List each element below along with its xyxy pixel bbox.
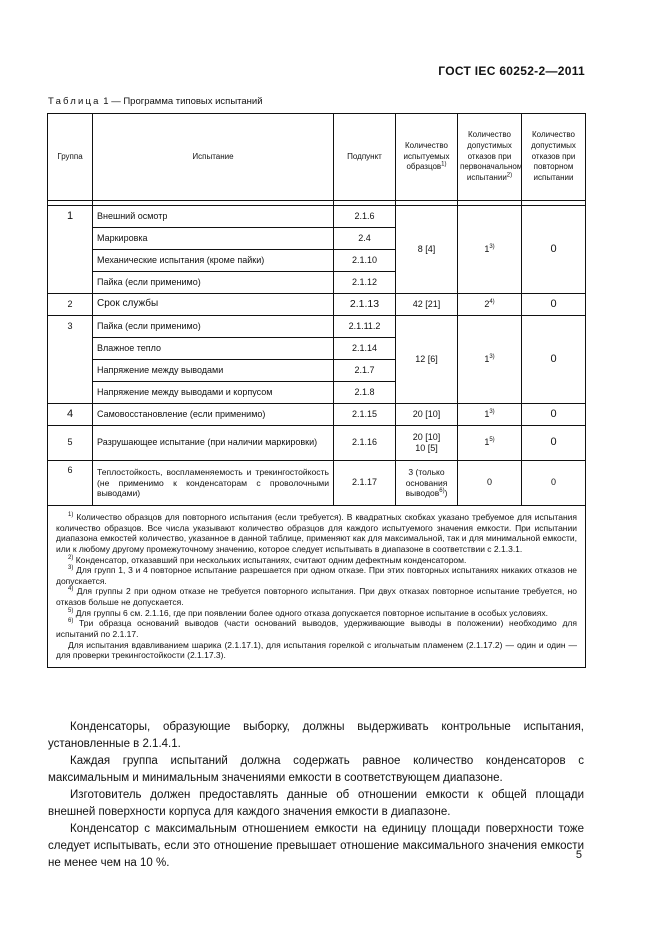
fail-first-value: 1 — [484, 408, 490, 419]
footnote-mark: 5) — [68, 607, 74, 614]
qty-cell — [396, 461, 458, 506]
test-cell: Напряжение между выводами и корпусом — [93, 382, 334, 404]
footnote — [56, 618, 577, 639]
paragraph: Конденсаторы, образующие выборку, должны выдерживать контрольные испытания, установленные в 2.1.4.1. — [48, 721, 584, 750]
table-caption — [48, 96, 263, 107]
fail-repeat-cell: 0 — [522, 461, 586, 506]
qty-cell: 8 [4] — [396, 206, 458, 294]
footnotes-cell — [48, 506, 586, 668]
test-cell: Теплостойкость, воспламеняемость и трекингостойкость (не применимо к конденсаторам с проволочными выводами) — [93, 461, 334, 506]
col-test: Испытание — [93, 114, 334, 201]
test-cell: Напряжение между выводами — [93, 360, 334, 382]
footnote-mark: 1) — [68, 512, 74, 519]
fail-first-sup: 3) — [489, 353, 495, 360]
subclause-cell: 2.1.15 — [334, 404, 396, 426]
col-qty-label: Количество испытуемых образцов — [403, 140, 450, 172]
paragraph: Изготовитель должен предоставлять данные об отношении емкости к общей площади внешней поверхности корпуса для каждого значения емкости в диапазоне. — [48, 789, 584, 818]
footnote-text: Количество образцов для повторного испытания (если требуется). В квадратных скобках указано требуемое для испытания количество образцов. Все числа указывают количество образцов для каждого испытуемого значения емкости. При испытании диапазона емкостей количество, указанное в данной таблице, применяют как для максимальной, так и для минимальной емкости, или к любому другому промежуточному значению, которое следует испытывать в диапазоне в соответствии с 2.1.3.1. — [56, 512, 577, 554]
qty-cell: 20 [10] 10 [5] — [396, 426, 458, 461]
subclause-cell: 2.1.13 — [334, 294, 396, 316]
fail-first-value: 1 — [484, 353, 490, 364]
group-cell: 2 — [48, 294, 93, 316]
test-cell: Механические испытания (кроме пайки) — [93, 250, 334, 272]
qty-end: ) — [444, 488, 448, 499]
fail-first-cell — [458, 294, 522, 316]
col-fail-first — [458, 114, 522, 201]
footnote-mark: 4) — [68, 586, 74, 593]
test-program-table — [47, 113, 586, 668]
table-row — [48, 404, 586, 426]
test-cell: Внешний осмотр — [93, 206, 334, 228]
table-row — [48, 206, 586, 228]
group-cell: 3 — [48, 316, 93, 404]
fail-repeat-cell: 0 — [522, 206, 586, 294]
footnote-mark: 2) — [68, 554, 74, 561]
col-subclause: Подпункт — [334, 114, 396, 201]
body-text — [48, 719, 584, 872]
subclause-cell: 2.1.11.2 — [334, 316, 396, 338]
col-fail-first-label: Количество допустимых отказов при первоначальном испытании — [460, 130, 523, 183]
group-cell: 5 — [48, 426, 93, 461]
page-number: 5 — [575, 849, 582, 861]
subclause-cell: 2.1.7 — [334, 360, 396, 382]
subclause-cell: 2.1.16 — [334, 426, 396, 461]
qty-cell: 20 [10] — [396, 404, 458, 426]
col-group: Группа — [48, 114, 93, 201]
col-fail-repeat: Количество допустимых отказов при повторном испытании — [522, 114, 586, 201]
table-header-row — [48, 114, 586, 201]
subclause-cell: 2.1.6 — [334, 206, 396, 228]
subclause-cell: 2.1.14 — [334, 338, 396, 360]
fail-repeat-cell: 0 — [522, 294, 586, 316]
subclause-cell: 2.1.8 — [334, 382, 396, 404]
fail-first-value: 1 — [484, 243, 490, 254]
table-row — [48, 316, 586, 338]
col-qty-sup: 1) — [441, 161, 447, 168]
fail-first-cell: 0 — [458, 461, 522, 506]
caption-title: 1 — Программа типовых испытаний — [100, 96, 263, 107]
fail-first-sup: 4) — [489, 298, 495, 305]
subclause-cell: 2.4 — [334, 228, 396, 250]
col-fail-first-sup: 2) — [506, 172, 513, 179]
footnote — [56, 512, 577, 555]
test-cell: Самовосстановление (если применимо) — [93, 404, 334, 426]
test-cell: Маркировка — [93, 228, 334, 250]
footnote-text: Три образца оснований выводов (части оснований выводов, удерживающие выводы в положении) необходимо для испытаний по 2.1.17. — [56, 618, 577, 639]
footnote-text: Конденсатор, отказавший при нескольких испытаниях, считают одним дефектным конденсатором. — [73, 554, 467, 565]
qty-cell: 42 [21] — [396, 294, 458, 316]
footnote-text: Для групп 1, 3 и 4 повторное испытание разрешается при одном отказе. При этих повторных испытаниях никаких отказов не допускается. — [56, 565, 577, 586]
footnote-mark: 6) — [68, 618, 74, 625]
table-row — [48, 461, 586, 506]
footnote-mark: 3) — [68, 565, 74, 572]
fail-first-value: 2 — [484, 298, 490, 309]
footnote-text: Для испытания вдавливанием шарика (2.1.17.1), для испытания горелкой с игольчатым пламенем (2.1.17.2) — один и один — для проверки трекингостойкости (2.1.17.3). — [56, 639, 577, 661]
fail-repeat-cell: 0 — [522, 316, 586, 404]
test-cell: Влажное тепло — [93, 338, 334, 360]
paragraph: Конденсатор с максимальным отношением емкости на единицу площади поверхности тоже следует испытывать, если это отношение превышает отношение максимального значения емкости не менее чем на 10 %. — [48, 823, 584, 869]
subclause-cell: 2.1.10 — [334, 250, 396, 272]
test-cell: Срок службы — [93, 294, 334, 316]
group-cell: 1 — [48, 206, 93, 294]
qty-value: 3 (только основания выводов — [405, 467, 448, 499]
fail-first-value: 1 — [484, 437, 490, 448]
test-cell: Разрушающее испытание (при наличии маркировки) — [93, 426, 334, 461]
footnote — [56, 608, 577, 619]
test-cell: Пайка (если применимо) — [93, 272, 334, 294]
caption-prefix: Таблица — [48, 96, 101, 107]
fail-repeat-cell: 0 — [522, 426, 586, 461]
fail-repeat-cell: 0 — [522, 404, 586, 426]
group-cell: 6 — [48, 461, 93, 506]
fail-first-sup: 3) — [489, 408, 495, 415]
document-header: ГОСТ IEC 60252-2—2011 — [438, 64, 585, 78]
subclause-cell: 2.1.12 — [334, 272, 396, 294]
fail-first-cell — [458, 404, 522, 426]
subclause-cell: 2.1.17 — [334, 461, 396, 506]
fail-first-cell — [458, 426, 522, 461]
footnote — [56, 555, 577, 566]
footnotes-row — [48, 506, 586, 668]
footnote — [56, 640, 577, 661]
fail-first-cell — [458, 316, 522, 404]
paragraph: Каждая группа испытаний должна содержать равное количество конденсаторов с максимальным и минимальным значениями емкости в соответствующем диапазоне. — [48, 755, 584, 784]
fail-first-sup: 5) — [489, 437, 495, 444]
test-cell: Пайка (если применимо) — [93, 316, 334, 338]
table-row — [48, 426, 586, 461]
footnote — [56, 565, 577, 586]
footnote-text: Для группы 2 при одном отказе не требуется повторного испытания. При двух отказах повторное испытание требуется, но отказов больше не допускается. — [56, 586, 577, 607]
qty-sup: 6) — [439, 488, 445, 495]
footnote — [56, 586, 577, 607]
qty-cell: 12 [6] — [396, 316, 458, 404]
col-qty — [396, 114, 458, 201]
footnote-text: Для группы 6 см. 2.1.16, где при появлении более одного отказа допускается повторное испытание в особых условиях. — [73, 607, 548, 618]
table-row — [48, 294, 586, 316]
fail-first-sup: 3) — [489, 243, 495, 250]
group-cell: 4 — [48, 404, 93, 426]
fail-first-cell — [458, 206, 522, 294]
